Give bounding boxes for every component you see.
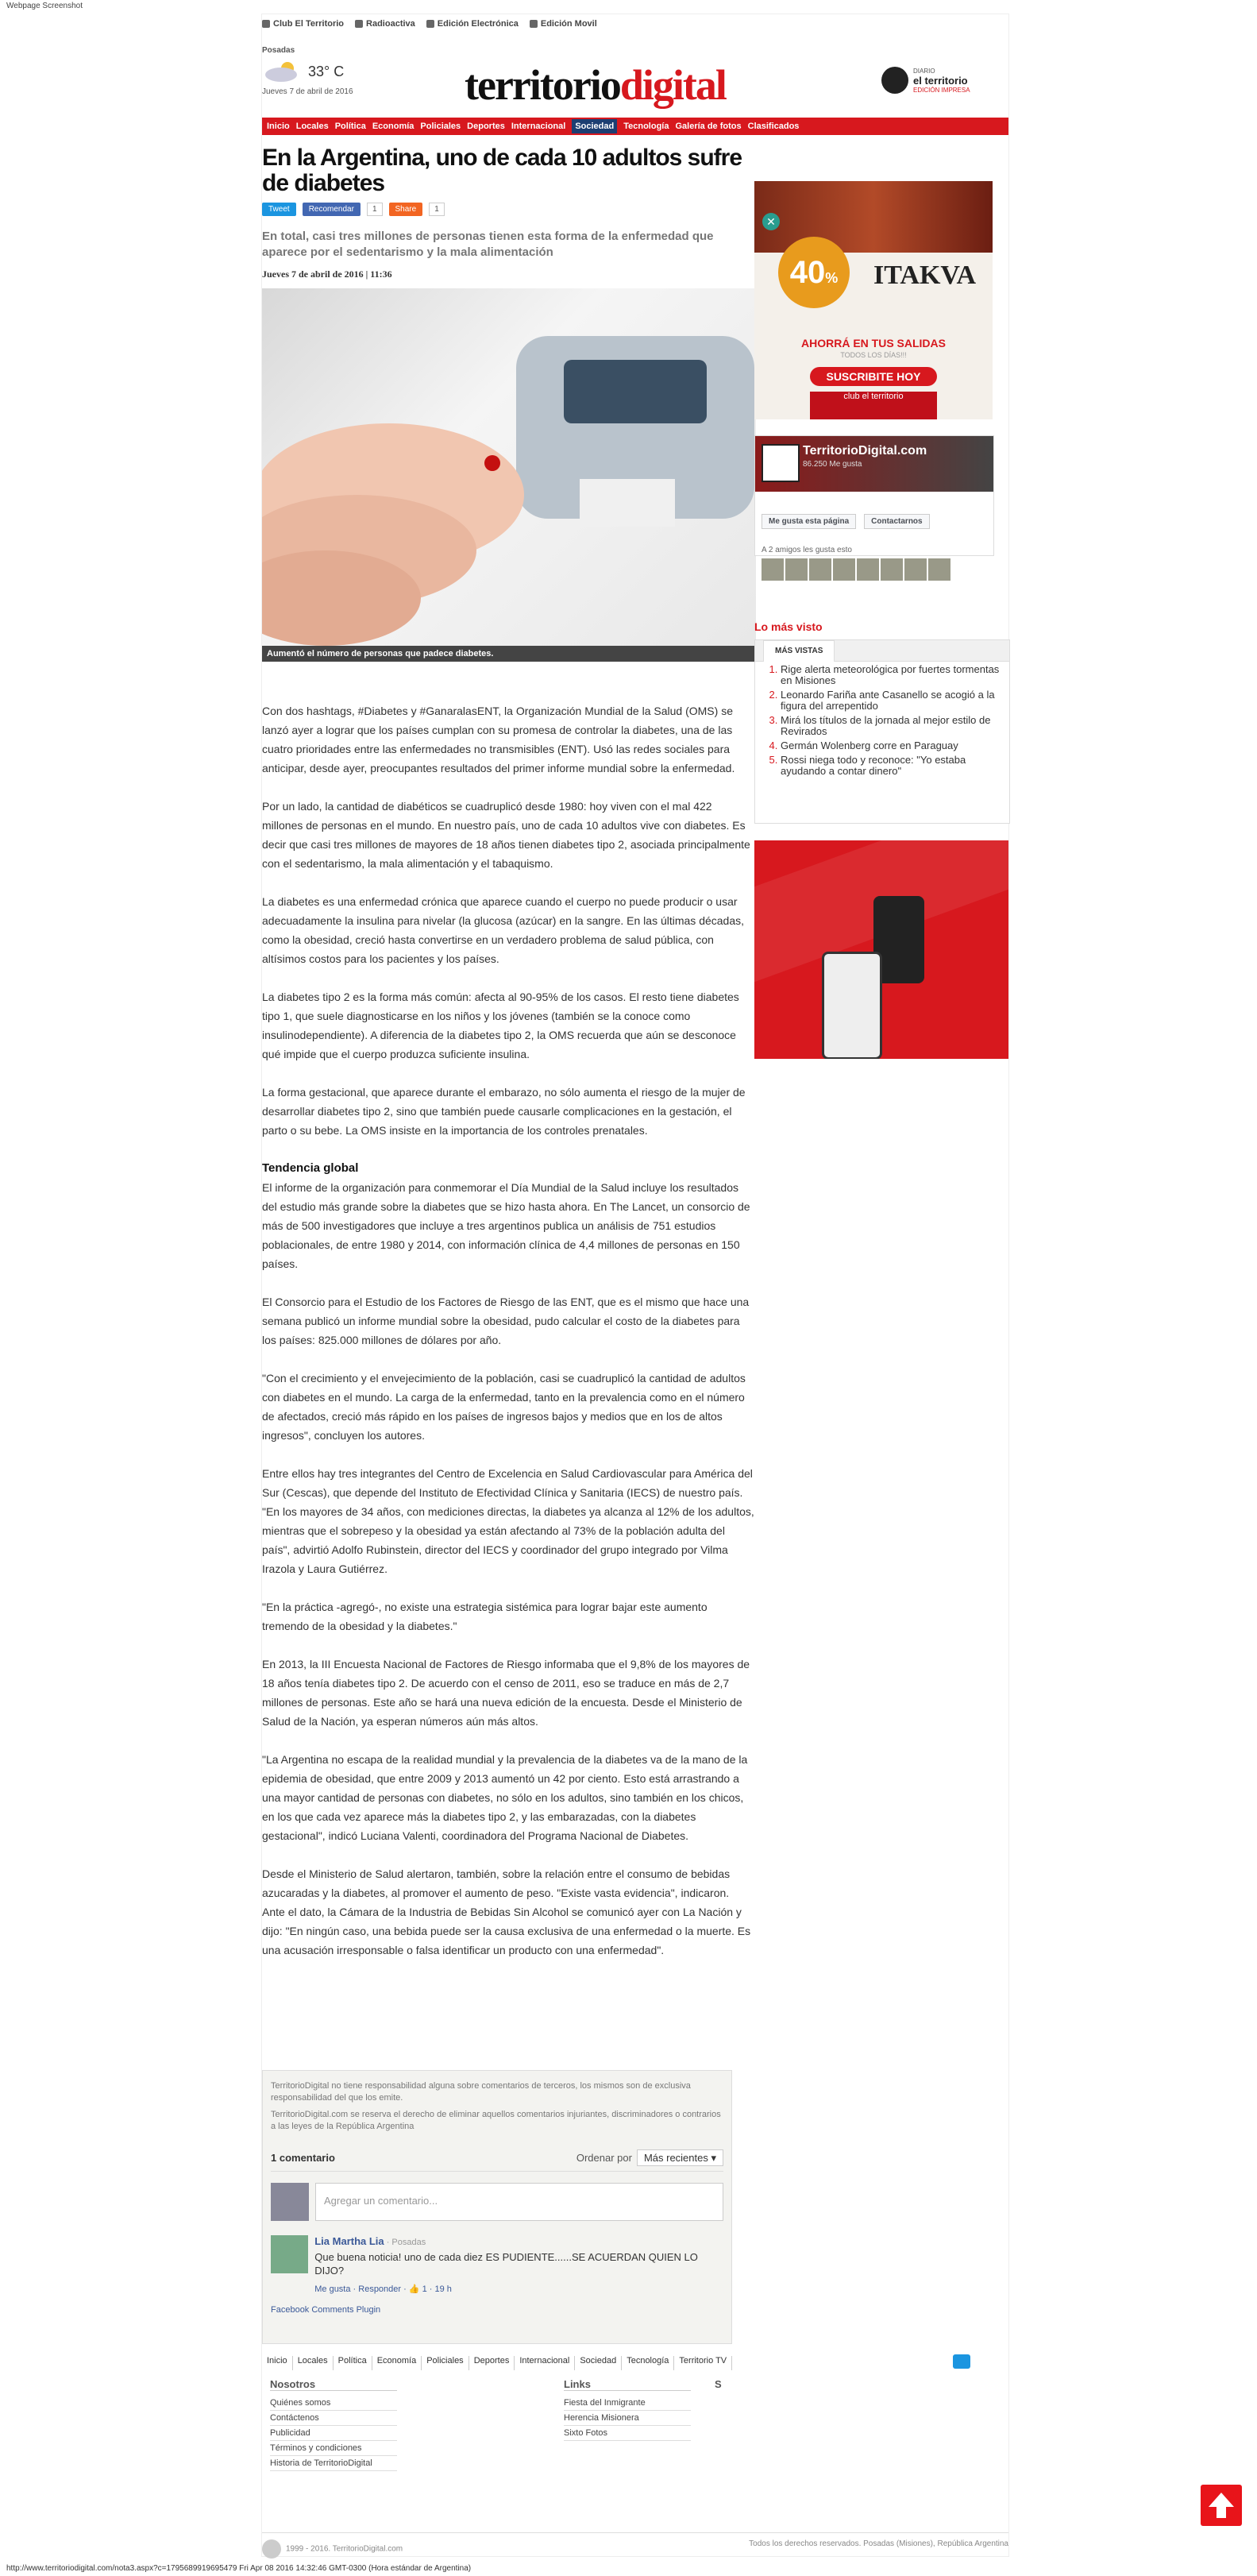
newspaper-icon [426,20,434,28]
comment-actions[interactable]: Me gusta · Responder · 👍 1 · 19 h [314,2284,452,2294]
comments-count: 1 comentario [271,2152,335,2164]
weather-temp: 33° C [308,64,345,79]
avatar[interactable] [785,558,808,581]
nav-policiales[interactable]: Policiales [420,122,461,131]
close-icon[interactable]: ✕ [762,213,780,230]
footer-links: Links Fiesta del Inmigrante Herencia Misionera Sixto Fotos [564,2378,691,2441]
footer-nosotros: Nosotros Quiénes somos Contáctenos Publicidad Términos y condiciones Historia de TerritorioDigital [270,2378,397,2471]
article [262,145,754,1979]
avatar[interactable] [928,558,950,581]
bnav-item[interactable]: Locales [293,2356,334,2370]
share-bar [262,203,754,216]
nav-clasificados[interactable]: Clasificados [747,122,800,131]
avatar[interactable] [833,558,855,581]
top-links [262,19,597,29]
fb-like-button[interactable]: Me gusta esta página [762,514,856,529]
footer-link[interactable]: Términos y condiciones [270,2441,397,2456]
mas-visto-item[interactable]: 1. Rige alerta meteorológica por fuertes tormentas en Misiones [781,664,1003,686]
comment-author[interactable]: Lia Martha Lia [314,2235,384,2247]
footer-link[interactable]: Historia de TerritorioDigital [270,2456,397,2471]
scroll-to-top-button[interactable] [1201,2485,1242,2526]
paragraph: Con dos hashtags, #Diabetes y #GanaralasENT, la Organización Mundial de la Salud (OMS) se lanzó ayer a lograr que los países cumplan con su promesa de controlar la diabetes, una de las cuatro prioridades entre las enfermedades no transmisibles (ENT). Usó las redes sociales para anticipar, desde ayer, preocupantes resultados del primer informe mundial sobre la enfermedad. [262,705,735,774]
toplink-club[interactable]: Club El Territorio [262,19,344,29]
avatar[interactable] [904,558,927,581]
bnav-item[interactable]: Política [334,2356,372,2370]
toplink-edicion[interactable]: Edición Electrónica [426,19,519,29]
cloud-icon [264,60,303,83]
photo-caption: Aumentó el número de personas que padece diabetes. [262,646,756,662]
comments-box [262,2070,732,2344]
capture-url: http://www.territoriodigital.com/nota3.aspx?c=1795689919695479 Fri Apr 08 2016 14:32:46 GMT-0300 (Hora estándar de Argentina) [6,2564,472,2573]
nav-sociedad[interactable]: Sociedad [572,119,617,133]
footer-link[interactable]: Herencia Misionera [564,2411,691,2426]
subheading: Tendencia global [262,1161,359,1175]
bottom-nav [262,2356,1008,2370]
diario-seal-icon [881,67,908,94]
ad-brand: ITAKVA [873,261,977,290]
weather-city: Posadas [262,46,295,55]
article-photo [262,288,756,646]
article-title: En la Argentina, uno de cada 10 adultos sufre de diabetes [262,145,742,196]
nav-internacional[interactable]: Internacional [511,122,566,131]
share-count: 1 [429,203,445,216]
paragraph: El Consorcio para el Estudio de los Factores de Riesgo de las ENT, que es el mismo que hace una semana publicó un informe mundial sobre la obesidad, pudo calcular el costo de la diabetes para los países: 825.000 millones de dólares por año. [262,1296,750,1346]
seal-icon [262,2539,281,2559]
toplink-radio[interactable]: Radioactiva [355,19,415,29]
diario-link[interactable]: DIARIO el territorio EDICIÓN IMPRESA [881,67,993,94]
site-footer [262,2378,1008,2545]
copyright-bar [262,2532,1008,2559]
club-icon [262,20,270,28]
comment-city: · Posadas [384,2238,426,2247]
main-nav [262,118,1008,135]
paragraph: La diabetes tipo 2 es la forma más común: afecta al 90-95% de los casos. El resto tiene diabetes tipo 1, que suele diagnosticarse en los niños y los jóvenes (también se la conoce como insulinodependiente). A diferencia de la diabetes tipo 2, la OMS recuerda que aún se desconoce qué impide que el cuerpo produzca suficiente insulina. [262,991,739,1060]
ad-headline: AHORRÁ EN TUS SALIDAS [800,337,946,350]
comments-disclaimer-2: TerritorioDigital.com se reserva el derecho de eliminar aquellos comentarios injuriantes, discriminadores o contrarios a las leyes de la República Argentina [271,2110,721,2131]
mas-visto-list [769,664,1003,780]
paragraph: Por un lado, la cantidad de diabéticos se cuadruplicó desde 1980: hoy viven con el mal 422 millones de personas en el mundo. En nuestro país, uno de cada 10 adultos vive con diabetes. Es decir que casi tres millones de mayores de 18 años tienen diabetes tipo 2, asociada principalmente con el sedentarismo, la mala alimentación y el tabaquismo. [262,800,750,870]
mobile-icon [530,20,538,28]
footer-link[interactable]: Sixto Fotos [564,2426,691,2441]
facebook-page-box [754,435,994,556]
avatar[interactable] [762,558,784,581]
fb-friend-avatars [762,558,950,581]
comment-input[interactable]: Agregar un comentario... [315,2183,723,2221]
bnav-item[interactable]: Tecnología [622,2356,674,2370]
toplink-movil[interactable]: Edición Movil [530,19,597,29]
new-comment [271,2183,723,2221]
paragraph: "La Argentina no escapa de la realidad mundial y la prevalencia de la diabetes va de la mano de la epidemia de obesidad, que entre 2009 y 2013 aumentó un 42 por ciento. Esto está arrastrando a una mayor cantidad de personas con diabetes, no sólo en los adultos, sino también en los chicos, en los que cada vez aparece más la diabetes tipo 2, y las embarazadas, con la diabetes gestacional", indicó Luciana Valenti, coordinadora del Programa Nacional de Diabetes. [262,1753,748,1842]
avatar[interactable] [857,558,879,581]
mas-visto-box [754,639,1010,824]
fb-buttons [762,514,930,529]
radio-icon [355,20,363,28]
paragraph: Entre ellos hay tres integrantes del Centro de Excelencia en Salud Cardiovascular para América del Sur (Cescas), que depende del Instituto de Efectividad Clínica y Sanitaria (IECS) de nuestro país. "En los mayores de 34 años, con mediciones directas, la diabetes ya alcanza al 12% de los adultos, mientras que el sobrepeso y la obesidad ya están afectando al 73% de la población adulta del país", advirtió Adolfo Rubinstein, director del IECS y coordinador del grupo integrado por Vilma Irazola y Laura Gutiérrez. [262,1467,754,1575]
comment-text: Que buena noticia! uno de cada diez ES PUDIENTE......SE ACUERDAN QUIEN LO DIJO? [314,2251,698,2277]
bnav-item[interactable]: Sociedad [575,2356,622,2370]
fb-friends: A 2 amigos les gusta esto [762,546,852,554]
bnav-item[interactable]: Economía [372,2356,422,2370]
fb-page-name[interactable]: TerritorioDigital.com [803,444,927,458]
tab-mas-vistas[interactable]: MÁS VISTAS [763,640,835,662]
discount-badge: 40% [778,237,850,308]
comments-disclaimer: TerritorioDigital no tiene responsabilidad alguna sobre comentarios de terceros, los mismos son de exclusiva responsabilidad del que los emite. [271,2081,691,2103]
share-button[interactable]: Share [389,203,423,216]
club-card: club el territorio [810,392,937,419]
footer-s: S [715,2378,722,2390]
paragraph: "En la práctica -agregó-, no existe una estrategia sistémica para lograr bajar este aumento tremendo de la obesidad y la diabetes." [262,1601,708,1632]
avatar [271,2183,309,2221]
bnav-item[interactable]: Internacional [515,2356,575,2370]
footer-link[interactable]: Fiesta del Inmigrante [564,2396,691,2411]
page-container [262,14,1008,2556]
weather-date: Jueves 7 de abril de 2016 [262,87,353,96]
paragraph: En 2013, la III Encuesta Nacional de Factores de Riesgo informaba que el 9,8% de los mayores de 18 años tenía diabetes tipo 2. De acuerdo con el censo de 2011, eso se traduce en más de 2,7 millones de personas. Este año se hará una nueva edición de la encuesta. Desde el Ministerio de Salud de la Nación, ya esperan números aún más altos. [262,1658,750,1728]
paragraph: Desde el Ministerio de Salud alertaron, también, sobre la relación entre el consumo de bebidas azucaradas y la diabetes, al promover el aumento de peso. "Existe vasta evidencia", indicaron. Ante el dato, la Cámara de la Industria de Bebidas Sin Alcohol se comunicó ayer con La Nación y dijo: "En ningún caso, una bebida puede ser la causa exclusiva de una enfermedad o la muerte. Es una acusación irresponsable o falsa identificar un producto con una enfermedad". [262,1867,751,1956]
fb-like-count: 86.250 Me gusta [803,460,862,469]
club-ad[interactable] [754,181,993,419]
footer-link[interactable]: Quiénes somos [270,2396,397,2411]
footer-link[interactable]: Contáctenos [270,2411,397,2426]
fb-contact-button[interactable]: Contactarnos [864,514,929,529]
comments-header [271,2152,723,2172]
arrow-up-icon [1201,2485,1242,2526]
avatar[interactable] [881,558,903,581]
paragraph: La forma gestacional, que aparece durante el embarazo, no sólo aumenta el riesgo de la mujer de desarrollar diabetes tipo 2, sino que también puede causarle complicaciones en la gestación, el parto o su bebe. La OMS insiste en la importancia de los controles prenatales. [262,1086,746,1137]
footer-link[interactable]: Publicidad [270,2426,397,2441]
mas-visto-item[interactable]: 5. Rossi niega todo y reconoce: "Yo estaba ayudando a contar dinero" [781,755,1003,777]
twitter-icon[interactable] [953,2354,970,2369]
article-body [262,701,754,1960]
order-select[interactable]: Más recientes ▾ [637,2149,723,2166]
mas-visto-item[interactable]: 2. Leonardo Fariña ante Casanello se acogió a la figura del arrepentido [781,689,1003,712]
phone-image [822,952,882,1059]
screenshot-label: Webpage Screenshot [6,2,83,10]
nav-tecnologia[interactable]: Tecnología [623,122,669,131]
nav-deportes[interactable]: Deportes [467,122,505,131]
nav-galeria[interactable]: Galería de fotos [675,122,742,131]
copyright: 1999 - 2016. TerritorioDigital.com [286,2544,403,2554]
paragraph: "Con el crecimiento y el envejecimiento de la población, casi se cuadruplicó la cantidad de adultos con diabetes en el mundo. La carga de la enfermedad, tanto en la prevalencia como en el número de afectados, creció más rápido en los países de ingresos bajos y medios que en los de altos ingresos", concluyen los autores. [262,1372,746,1442]
order-control: Ordenar por Más recientes ▾ [576,2152,723,2165]
weather-widget [262,46,381,96]
avatar[interactable] [809,558,831,581]
bnav-item[interactable]: Deportes [469,2356,515,2370]
comment-item [271,2235,723,2294]
fb-page-logo [762,444,800,482]
mas-visto-title: Lo más visto [754,620,823,633]
site-logo[interactable]: territoriodigital [465,61,726,109]
mas-visto-item[interactable]: 3. Mirá los títulos de la jornada al mejor estilo de Revirados [781,715,1003,737]
facebook-comments-plugin[interactable]: Facebook Comments Plugin [271,2305,381,2315]
nav-locales[interactable]: Locales [295,122,329,131]
glucometer-finger-image [262,288,756,646]
mobile-app-ad[interactable] [754,840,1008,1059]
article-datetime: Jueves 7 de abril de 2016 | 11:36 [262,268,392,280]
avatar [271,2235,308,2273]
bnav-item[interactable]: Policiales [422,2356,468,2370]
nav-inicio[interactable]: Inicio [267,122,290,131]
paragraph: La diabetes es una enfermedad crónica que aparece cuando el cuerpo no puede producir o usar adecuadamente la insulina para nivelar (la glucosa (azúcar) en la sangre. En las últimas décadas, como la obesidad, creció hasta convertirse en un verdadero problema de salud pública, con altísimos costos para los pacientes y los países. [262,895,745,965]
recomendar-button[interactable]: Recomendar [303,203,361,216]
recomendar-count: 1 [367,203,383,216]
mas-visto-item[interactable]: 4. Germán Wolenberg corre en Paraguay [781,740,1003,751]
subscribe-button[interactable]: SUSCRIBITE HOY [810,367,937,386]
tweet-button[interactable]: Tweet [262,203,296,216]
bnav-item[interactable]: Inicio [262,2356,293,2370]
paragraph: El informe de la organización para conmemorar el Día Mundial de la Salud incluye los resultados del estudio más grande sobre la diabetes que se hizo hasta ahora. En The Lancet, un consorcio de más de 500 investigadores que incluye a tres argentinos publica un análisis de 751 estudios poblacionales, de entre 1980 y 2014, con información clínica de 4,4 millones de personas en 150 países. [262,1181,750,1270]
ad-subline: TODOS LOS DÍAS!!! [840,351,907,359]
nav-politica[interactable]: Política [334,122,366,131]
rights: Todos los derechos reservados. Posadas (Misiones), República Argentina [749,2539,1008,2548]
nav-economia[interactable]: Economía [372,122,415,131]
article-subtitle: En total, casi tres millones de personas tienen esta forma de la enfermedad que aparece por el sedentarismo y la mala alimentación [262,230,714,259]
bnav-item[interactable]: Territorio TV [674,2356,732,2370]
fb-cover [755,436,993,492]
food-image [754,181,993,253]
